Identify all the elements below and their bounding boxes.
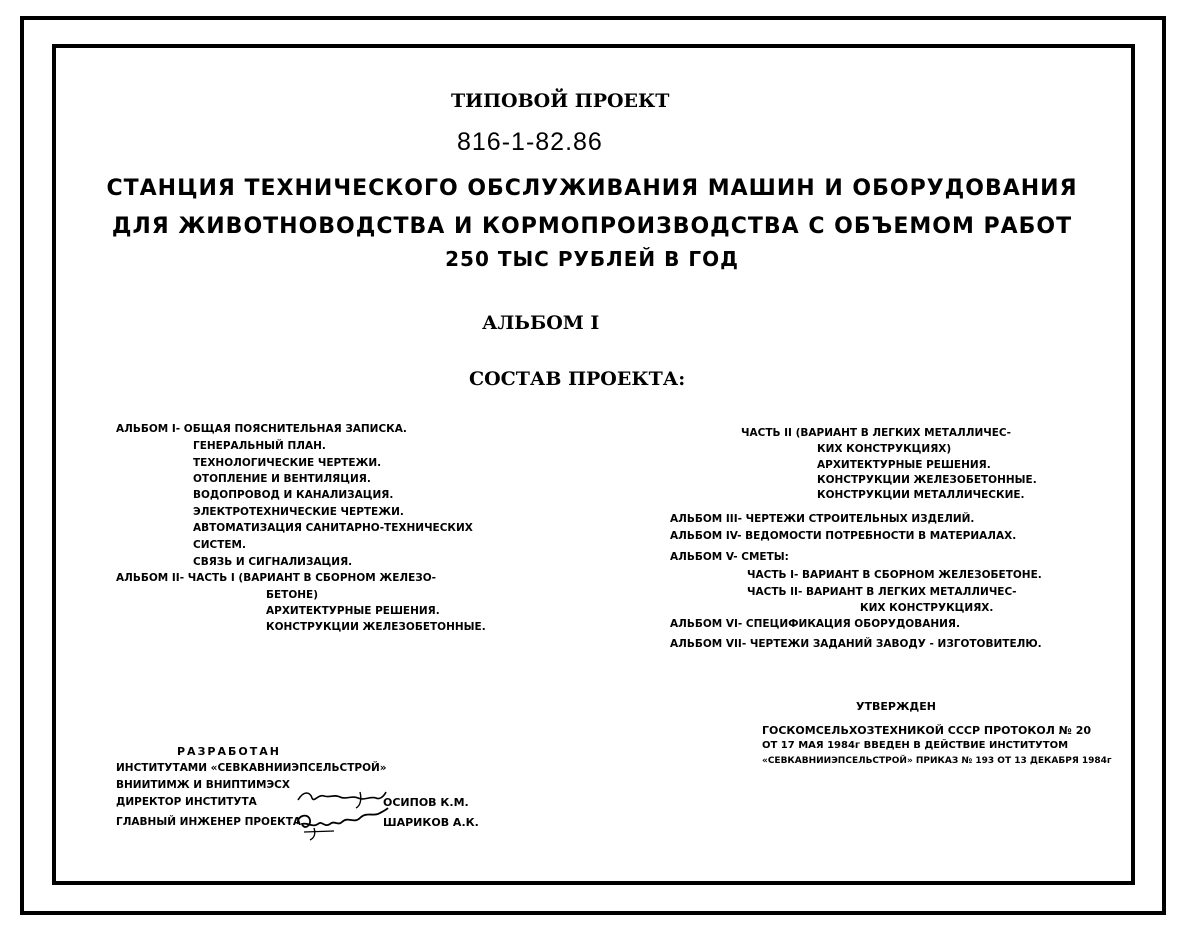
left-line-2: ГЕНЕРАЛЬНЫЙ ПЛАН. — [193, 440, 326, 452]
left-line-6: ЭЛЕКТРОТЕХНИЧЕСКИЕ ЧЕРТЕЖИ. — [193, 506, 404, 518]
director-name: ОСИПОВ К.М. — [383, 796, 469, 809]
album-label: АЛЬБОМ I — [482, 312, 600, 334]
left-line-4: ОТОПЛЕНИЕ И ВЕНТИЛЯЦИЯ. — [193, 473, 371, 485]
left-line-7: АВТОМАТИЗАЦИЯ САНИТАРНО-ТЕХНИЧЕСКИХ — [193, 522, 473, 534]
title-line-3: 250 ТЫС РУБЛЕЙ В ГОД — [445, 247, 739, 271]
right-line-3: АРХИТЕКТУРНЫЕ РЕШЕНИЯ. — [817, 459, 991, 471]
right-line-2: КИХ КОНСТРУКЦИЯХ) — [817, 443, 952, 455]
engineer-name: ШАРИКОВ А.К. — [383, 816, 479, 829]
right-line-1: ЧАСТЬ II (ВАРИАНТ В ЛЕГКИХ МЕТАЛЛИЧЕС- — [741, 427, 1011, 439]
right-line-8: АЛЬБОМ V- СМЕТЫ: — [670, 551, 789, 563]
engineer-signature — [294, 806, 390, 842]
left-line-13: КОНСТРУКЦИИ ЖЕЛЕЗОБЕТОННЫЕ. — [266, 621, 486, 633]
right-line-7: АЛЬБОМ IV- ВЕДОМОСТИ ПОТРЕБНОСТИ В МАТЕРИАЛАХ. — [670, 530, 1017, 542]
engineer-role: ГЛАВНЫЙ ИНЖЕНЕР ПРОЕКТА — [116, 816, 302, 828]
right-line-11: КИХ КОНСТРУКЦИЯХ. — [860, 602, 994, 614]
developed-heading: РАЗРАБОТАН — [177, 745, 281, 758]
left-line-8: СИСТЕМ. — [193, 539, 246, 551]
right-line-4: КОНСТРУКЦИИ ЖЕЛЕЗОБЕТОННЫЕ. — [817, 474, 1037, 486]
left-line-10: АЛЬБОМ II- ЧАСТЬ I (ВАРИАНТ В СБОРНОМ ЖЕЛЕЗО- — [116, 572, 437, 584]
right-line-6: АЛЬБОМ III- ЧЕРТЕЖИ СТРОИТЕЛЬНЫХ ИЗДЕЛИЙ. — [670, 513, 975, 525]
right-line-13: АЛЬБОМ VII- ЧЕРТЕЖИ ЗАДАНИЙ ЗАВОДУ - ИЗГОТОВИТЕЛЮ. — [670, 638, 1042, 650]
left-line-3: ТЕХНОЛОГИЧЕСКИЕ ЧЕРТЕЖИ. — [193, 457, 382, 469]
project-number: 816-1-82.86 — [457, 128, 603, 156]
left-line-1: АЛЬБОМ I- ОБЩАЯ ПОЯСНИТЕЛЬНАЯ ЗАПИСКА. — [116, 423, 407, 435]
right-line-12: АЛЬБОМ VI- СПЕЦИФИКАЦИЯ ОБОРУДОВАНИЯ. — [670, 618, 961, 630]
approved-line-3: «СЕВКАВНИИЭПСЕЛЬСТРОЙ» ПРИКАЗ № 193 ОТ 13 ДЕКАБРЯ 1984г — [762, 756, 1112, 766]
right-line-10: ЧАСТЬ II- ВАРИАНТ В ЛЕГКИХ МЕТАЛЛИЧЕС- — [747, 586, 1017, 598]
director-role: ДИРЕКТОР ИНСТИТУТА — [116, 796, 257, 808]
title-line-1: СТАНЦИЯ ТЕХНИЧЕСКОГО ОБСЛУЖИВАНИЯ МАШИН И ОБОРУДОВАНИЯ — [106, 176, 1078, 201]
approved-heading: УТВЕРЖДЕН — [856, 700, 936, 713]
approved-line-2: ОТ 17 МАЯ 1984г ВВЕДЕН В ДЕЙСТВИЕ ИНСТИТУТОМ — [762, 740, 1069, 751]
left-line-11: БЕТОНЕ) — [266, 589, 319, 601]
right-line-9: ЧАСТЬ I- ВАРИАНТ В СБОРНОМ ЖЕЛЕЗОБЕТОНЕ. — [747, 569, 1042, 581]
type-label: ТИПОВОЙ ПРОЕКТ — [451, 90, 670, 112]
left-line-12: АРХИТЕКТУРНЫЕ РЕШЕНИЯ. — [266, 605, 440, 617]
title-line-2: ДЛЯ ЖИВОТНОВОДСТВА И КОРМОПРОИЗВОДСТВА С ОБЪЕМОМ РАБОТ — [111, 214, 1073, 239]
left-line-5: ВОДОПРОВОД И КАНАЛИЗАЦИЯ. — [193, 489, 394, 501]
developed-institutes-1: ИНСТИТУТАМИ «СЕВКАВНИИЭПСЕЛЬСТРОЙ» — [116, 762, 387, 774]
approved-line-1: ГОСКОМСЕЛЬХОЗТЕХНИКОЙ СССР ПРОТОКОЛ № 20 — [762, 724, 1092, 737]
developed-institutes-2: ВНИИТИМЖ И ВНИПТИМЭСХ — [116, 779, 290, 791]
composition-label: СОСТАВ ПРОЕКТА: — [469, 368, 686, 390]
left-line-9: СВЯЗЬ И СИГНАЛИЗАЦИЯ. — [193, 556, 353, 568]
right-line-5: КОНСТРУКЦИИ МЕТАЛЛИЧЕСКИЕ. — [817, 489, 1025, 501]
